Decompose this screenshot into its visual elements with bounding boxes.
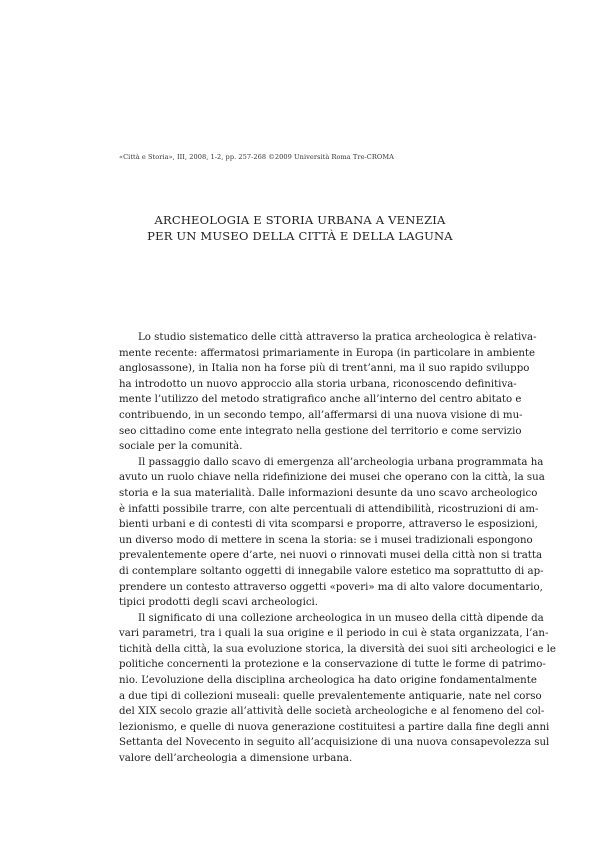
text-line: nio. L’evoluzione della disciplina archeologica ha dato origine fondamentalmente bbox=[119, 675, 537, 687]
text-line: politiche concernenti la protezione e la conservazione di tutte le forme di patrimo- bbox=[119, 659, 546, 671]
paragraph bbox=[119, 330, 537, 455]
text-line: tichità della città, la sua evoluzione storica, la diversità dei suoi siti archeologici e le bbox=[119, 643, 556, 655]
text-line: valore dell’archeologia a dimensione urbana. bbox=[119, 753, 353, 765]
text-line: lezionismo, e quelle di nuova generazione costituitesi a partire dalla fine degli anni bbox=[119, 721, 550, 733]
paragraph bbox=[119, 611, 556, 767]
text-line: Il significato di una collezione archeologica in un museo della città dipende da bbox=[138, 612, 544, 624]
text-line: bienti urbani e di contesti di vita scomparsi e proporre, attraverso le esposizioni, bbox=[119, 519, 538, 531]
text-line: avuto un ruolo chiave nella ridefinizione dei musei che operano con la città, la sua bbox=[119, 472, 545, 484]
journal-citation: «Città e Storia», III, 2008, 1-2, pp. 257-268 ©2009 Università Roma Tre-CROMA bbox=[119, 153, 394, 161]
article-title bbox=[100, 212, 500, 244]
text-line: ha introdotto un nuovo approccio alla storia urbana, riconoscendo definitiva- bbox=[119, 378, 517, 390]
text-line: seo cittadino come ente integrato nella gestione del territorio e come servizio bbox=[119, 425, 522, 437]
text-line: del XIX secolo grazie all’attività delle società archeologiche e al fenomeno del col- bbox=[119, 706, 545, 718]
text-line: a due tipi di collezioni museali: quelle prevalentemente antiquarie, nate nel corso bbox=[119, 690, 542, 702]
title-line: PER UN MUSEO DELLA CITTÀ E DELLA LAGUNA bbox=[147, 229, 453, 243]
text-line: tipici prodotti degli scavi archeologici. bbox=[119, 597, 319, 609]
text-line: Settanta del Novecento in seguito all’acquisizione di una nuova consapevolezza sul bbox=[119, 737, 550, 749]
article-body bbox=[119, 330, 556, 767]
text-line: Lo studio sistematico delle città attraverso la pratica archeologica è relativa- bbox=[138, 332, 537, 343]
text-line: anglosassone), in Italia non ha forse più di trent’anni, ma il suo rapido sviluppo bbox=[119, 363, 530, 375]
text-line: vari parametri, tra i quali la sua origine e il periodo in cui è stata organizzata, l’an- bbox=[119, 628, 549, 640]
text-line: prendere un contesto attraverso oggetti «poveri» ma di alto valore documentario, bbox=[119, 581, 543, 593]
title-line: ARCHEOLOGIA E STORIA URBANA A VENEZIA bbox=[154, 213, 446, 227]
paragraph bbox=[119, 455, 545, 611]
text-line: un diverso modo di mettere in scena la storia: se i musei tradizionali espongono bbox=[119, 534, 533, 546]
text-line: sociale per la comunità. bbox=[119, 441, 243, 453]
text-line: di contemplare soltanto oggetti di innegabile valore estetico ma soprattutto di ap- bbox=[119, 565, 544, 577]
text-line: è infatti possibile trarre, con alte percentuali di attendibilità, ricostruzioni di am- bbox=[119, 503, 539, 515]
text-line: mente l’utilizzo del metodo stratigrafico anche all’interno del centro abitato e bbox=[119, 394, 522, 406]
text-line: mente recente: affermatosi primariamente in Europa (in particolare in ambiente bbox=[119, 347, 536, 359]
text-line: storia e la sua materialità. Dalle informazioni desunte da uno scavo archeologico bbox=[119, 487, 538, 499]
text-line: contribuendo, in un secondo tempo, all’affermarsi di una nuova visione di mu- bbox=[119, 409, 523, 421]
text-line: prevalentemente opere d’arte, nei nuovi o rinnovati musei della città non si tratta bbox=[119, 550, 543, 562]
text-line: Il passaggio dallo scavo di emergenza all’archeologia urbana programmata ha bbox=[138, 456, 544, 468]
